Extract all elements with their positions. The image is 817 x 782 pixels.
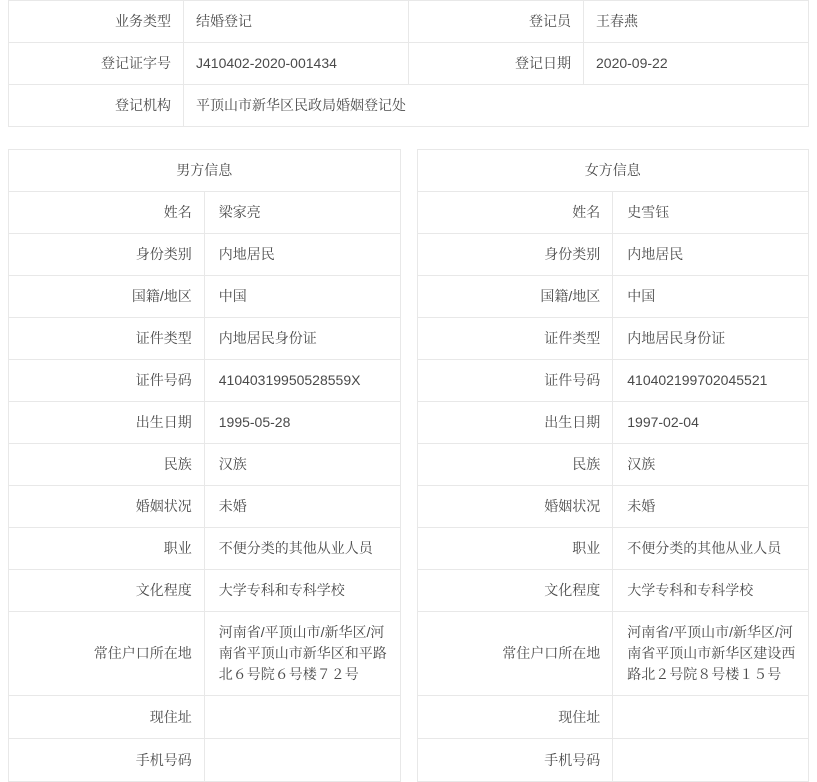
female-value-identity-category: 内地居民 (613, 234, 809, 276)
field-value-certificate-number: J410402-2020-001434 (184, 43, 409, 85)
table-row (417, 192, 809, 234)
male-value-education: 大学专科和专科学校 (204, 570, 400, 612)
female-value-nationality: 中国 (613, 276, 809, 318)
table-row (9, 528, 401, 570)
female-label-identity-category: 身份类别 (417, 234, 613, 276)
male-label-identity-category: 身份类别 (9, 234, 205, 276)
table-row (417, 739, 809, 782)
table-row (9, 739, 401, 782)
male-value-name: 梁家亮 (204, 192, 400, 234)
male-value-ethnicity: 汉族 (204, 444, 400, 486)
male-value-household-address: 河南省/平顶山市/新华区/河南省平顶山市新华区和平路北６号院６号楼７２号 (204, 612, 400, 696)
female-label-name: 姓名 (417, 192, 613, 234)
table-row (9, 1, 809, 43)
female-value-id-number: 410402199702045521 (613, 360, 809, 402)
male-label-id-type: 证件类型 (9, 318, 205, 360)
field-value-agency: 平顶山市新华区民政局婚姻登记处 (184, 85, 809, 127)
male-label-current-address: 现住址 (9, 696, 205, 739)
table-row (9, 85, 809, 127)
table-row (417, 612, 809, 696)
female-information-table (417, 149, 810, 782)
female-label-occupation: 职业 (417, 528, 613, 570)
male-panel-title: 男方信息 (9, 150, 401, 192)
table-row (417, 360, 809, 402)
male-value-nationality: 中国 (204, 276, 400, 318)
male-label-phone: 手机号码 (9, 739, 205, 782)
female-label-current-address: 现住址 (417, 696, 613, 739)
male-label-marital-status: 婚姻状况 (9, 486, 205, 528)
male-value-occupation: 不便分类的其他从业人员 (204, 528, 400, 570)
female-value-birth-date: 1997-02-04 (613, 402, 809, 444)
table-row (9, 402, 401, 444)
table-row (9, 486, 401, 528)
table-row (9, 360, 401, 402)
table-row (9, 276, 401, 318)
female-label-id-number: 证件号码 (417, 360, 613, 402)
party-information-section (8, 149, 809, 782)
table-row (417, 276, 809, 318)
female-label-id-type: 证件类型 (417, 318, 613, 360)
table-row (9, 43, 809, 85)
male-value-marital-status: 未婚 (204, 486, 400, 528)
female-party-panel (417, 149, 810, 782)
male-panel-title-row (9, 150, 401, 192)
female-value-name: 史雪钰 (613, 192, 809, 234)
field-value-registration-date: 2020-09-22 (584, 43, 809, 85)
male-value-current-address (204, 696, 400, 739)
female-label-nationality: 国籍/地区 (417, 276, 613, 318)
female-value-marital-status: 未婚 (613, 486, 809, 528)
female-value-ethnicity: 汉族 (613, 444, 809, 486)
table-row (417, 234, 809, 276)
table-row (9, 696, 401, 739)
table-row (417, 444, 809, 486)
table-row (417, 402, 809, 444)
field-value-business-type: 结婚登记 (184, 1, 409, 43)
table-row (417, 528, 809, 570)
male-value-phone (204, 739, 400, 782)
female-label-ethnicity: 民族 (417, 444, 613, 486)
male-value-identity-category: 内地居民 (204, 234, 400, 276)
field-label-business-type: 业务类型 (9, 1, 184, 43)
female-value-current-address (613, 696, 809, 739)
table-row (417, 318, 809, 360)
male-value-birth-date: 1995-05-28 (204, 402, 400, 444)
field-label-agency: 登记机构 (9, 85, 184, 127)
female-panel-title-row (417, 150, 809, 192)
female-value-phone (613, 739, 809, 782)
female-label-marital-status: 婚姻状况 (417, 486, 613, 528)
female-value-occupation: 不便分类的其他从业人员 (613, 528, 809, 570)
female-label-birth-date: 出生日期 (417, 402, 613, 444)
male-label-household-address: 常住户口所在地 (9, 612, 205, 696)
field-label-registrar: 登记员 (409, 1, 584, 43)
field-value-registrar: 王春燕 (584, 1, 809, 43)
table-row (417, 696, 809, 739)
table-row (9, 234, 401, 276)
table-row (9, 612, 401, 696)
male-label-education: 文化程度 (9, 570, 205, 612)
field-label-registration-date: 登记日期 (409, 43, 584, 85)
male-label-ethnicity: 民族 (9, 444, 205, 486)
table-row (417, 570, 809, 612)
male-party-panel (8, 149, 401, 782)
male-information-table (8, 149, 401, 782)
table-row (417, 486, 809, 528)
female-label-education: 文化程度 (417, 570, 613, 612)
female-label-household-address: 常住户口所在地 (417, 612, 613, 696)
male-label-nationality: 国籍/地区 (9, 276, 205, 318)
female-panel-title: 女方信息 (417, 150, 809, 192)
male-label-birth-date: 出生日期 (9, 402, 205, 444)
male-value-id-number: 41040319950528559X (204, 360, 400, 402)
table-row (9, 192, 401, 234)
male-label-occupation: 职业 (9, 528, 205, 570)
field-label-certificate-number: 登记证字号 (9, 43, 184, 85)
table-row (9, 318, 401, 360)
male-value-id-type: 内地居民身份证 (204, 318, 400, 360)
table-row (9, 444, 401, 486)
table-row (9, 570, 401, 612)
male-label-name: 姓名 (9, 192, 205, 234)
male-label-id-number: 证件号码 (9, 360, 205, 402)
female-value-education: 大学专科和专科学校 (613, 570, 809, 612)
female-label-phone: 手机号码 (417, 739, 613, 782)
registration-summary-table (8, 0, 809, 127)
female-value-household-address: 河南省/平顶山市/新华区/河南省平顶山市新华区建设西路北２号院８号楼１５号 (613, 612, 809, 696)
female-value-id-type: 内地居民身份证 (613, 318, 809, 360)
